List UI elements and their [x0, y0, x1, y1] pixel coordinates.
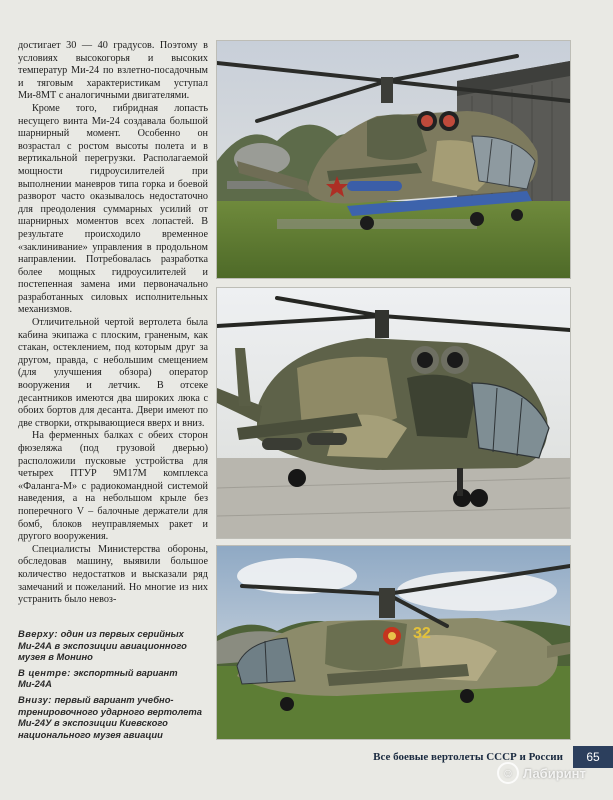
- article-text-column: [18, 40, 208, 607]
- paragraph-5: Специалисты Министерства обороны, обследовав машину, выявили большое количество недостатков и высказали ряд замечаний и пожеланий. Но многие из них устранить было невоз-: [18, 543, 208, 606]
- caption-top-lead: Вверху:: [18, 628, 58, 639]
- helicopter-photo-illustration: [217, 41, 570, 278]
- caption-top-text: один из первых серийных Ми-24А в экспозиции авиационного музея в Монино: [18, 628, 187, 663]
- caption-bottom-lead: Внизу:: [18, 693, 52, 705]
- photo-captions: [18, 628, 213, 744]
- caption-center-lead: В центре:: [18, 666, 71, 678]
- caption-top: [18, 628, 213, 663]
- paragraph-3: Отличительной чертой вертолета была кабина экипажа с плоским, граненым, как стакан, остеклением, под которым друг за другом, правда, с небольшим смещением (для улучшения обзора) оператор вооружения и летчик. В отсеке десантников имеются два широких люка с обоих бортов для десанта. Двери имеют по две створки, открывающиеся вверх и вниз.: [18, 317, 208, 429]
- labirint-watermark: [497, 758, 609, 788]
- caption-center-text: экспортный вариант Ми-24А: [18, 666, 178, 690]
- tail-number: 32: [413, 625, 431, 642]
- photo-mi24u-kiev: [216, 545, 571, 740]
- helicopter-photo-illustration: [217, 546, 570, 739]
- labirint-logo-icon: ☺: [497, 762, 519, 784]
- paragraph-4: На ферменных балках с обеих сторон фюзеляжа (под грузовой дверью) расположили пусковые устройства для четырех ПТУР 9М17М комплекса «Фаланга-М» с радиокомандной системой наведения, а на небольшом крыле без поперечного V – балочные держатели для бомб, блоков неуправляемых ракет и другого вооружения.: [18, 430, 208, 543]
- paragraph-2: Кроме того, гибридная лопасть несущего винта Ми-24 создавала большой шарнирный момент. Особенно он возрастал с ростом высоты полета и в вертикальной перегрузки. Располагаемой мощности гидроусилителей при выполнении маневров типа горка и боевой разворот часто оказывалось недостаточно для преодоления суммарных усилий от шарнирных моментов всех лопастей. В результате происходило временное «заклинивание» управления в продольном направлении. Потребовалась разработка более мощных гидроусилителей и постепенная замена ими первоначально разработанных силовых исполнительных механизмов.: [18, 102, 208, 316]
- caption-center: [18, 667, 213, 690]
- photo-mi24a-export: [216, 287, 571, 539]
- book-title: Все боевые вертолеты СССР и России: [373, 751, 563, 763]
- caption-bottom: [18, 694, 213, 740]
- watermark-text: Лабиринт: [523, 765, 586, 781]
- helicopter-photo-illustration: [217, 288, 570, 538]
- paragraph-1: достигает 30 — 40 градусов. Поэтому в условиях высокогорья и высоких температур Ми-24 по взлетно-посадочным и тяговым характеристикам уступал Ми-8МТ с аналогичными двигателями.: [18, 40, 208, 102]
- photo-mi24a-monino: [216, 40, 571, 279]
- caption-bottom-text: первый вариант учебно-тренировочного ударного вертолета Ми-24У в экспозиции Киевского национального музея авиации: [18, 693, 202, 740]
- page-number: 65: [573, 746, 613, 768]
